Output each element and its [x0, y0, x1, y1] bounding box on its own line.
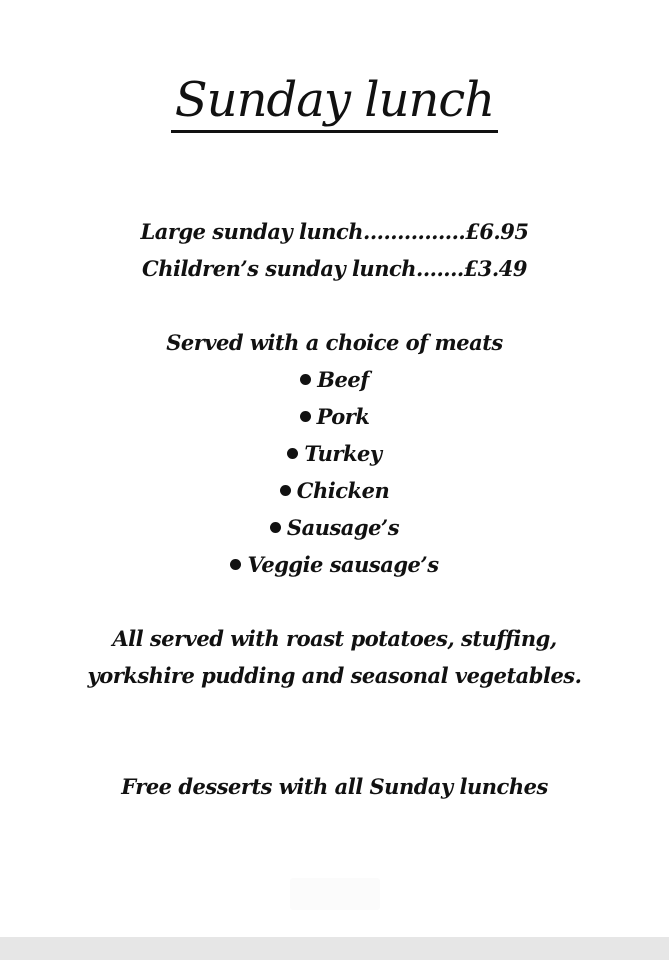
sides-line-2: yorkshire pudding and seasonal vegetables.: [87, 663, 582, 688]
bullet-icon: [230, 559, 241, 570]
bullet-icon: [280, 485, 291, 496]
meat-label: Turkey: [304, 441, 382, 466]
meat-item-beef: [0, 367, 669, 392]
dessert-note: Free desserts with all Sunday lunches: [121, 774, 548, 799]
bullet-icon: [287, 448, 298, 459]
menu-title-text: Sunday lunch: [171, 72, 498, 133]
meat-item-turkey: [0, 441, 669, 466]
price-line-children: Children’s sunday lunch.......£3.49: [142, 256, 527, 281]
sides-line-1: All served with roast potatoes, stuffing,: [112, 626, 557, 651]
bullet-icon: [300, 411, 311, 422]
meat-label: Sausage’s: [286, 515, 400, 540]
price-line-large: Large sunday lunch...............£6.95: [140, 219, 529, 244]
meat-item-chicken: [0, 478, 669, 503]
bullet-icon: [300, 374, 311, 385]
meat-label: Beef: [317, 367, 369, 392]
meats-heading: Served with a choice of meats: [166, 330, 503, 355]
meat-label: Veggie sausage’s: [247, 552, 439, 577]
meat-item-sausage: [0, 515, 669, 540]
faded-watermark: [290, 878, 380, 910]
bullet-icon: [270, 522, 281, 533]
meat-label: Pork: [316, 404, 370, 429]
meat-label: Chicken: [296, 478, 390, 503]
meat-item-pork: [0, 404, 669, 429]
bottom-strip: [0, 937, 669, 960]
meat-item-veggie-sausage: [0, 552, 669, 577]
menu-title: [0, 68, 669, 132]
